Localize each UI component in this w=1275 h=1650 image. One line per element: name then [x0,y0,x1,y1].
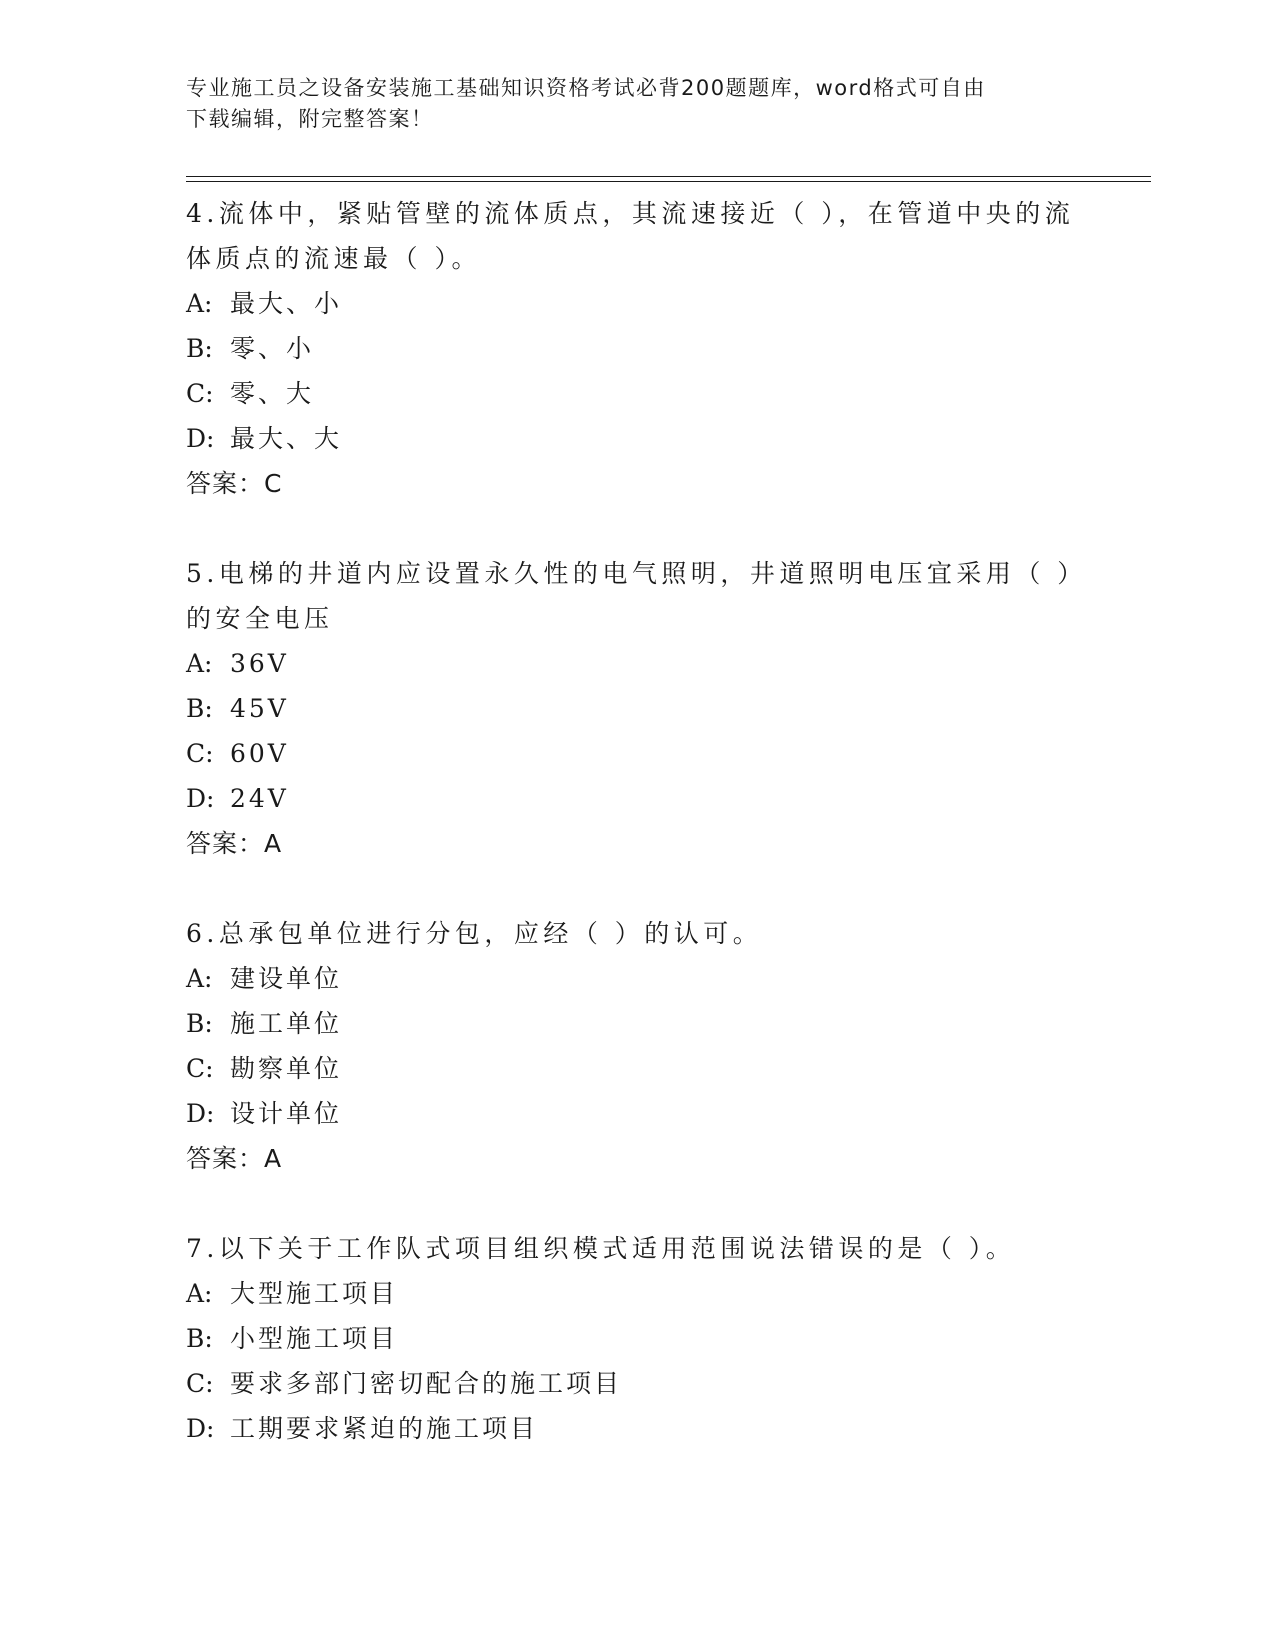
question-stem: 7.以下关于工作队式项目组织模式适用范围说法错误的是（ ）。 [186,1234,1016,1263]
question-6 [186,911,1086,1181]
question-stem: 4.流体中，紧贴管壁的流体质点，其流速接近（ ），在管道中央的流 [186,199,1075,228]
question-stem-continued: 的安全电压 [186,604,334,633]
question-spacer [186,866,1086,911]
option-d: D: 工期要求紧迫的施工项目 [186,1414,539,1443]
question-stem-continued: 体质点的流速最（ ）。 [186,244,481,273]
document-header [186,73,1066,135]
question-5 [186,551,1086,866]
option-c: C: 零、大 [186,379,315,408]
question-7 [186,1226,1086,1451]
answer-line: 答案：A [186,1144,283,1173]
option-c: C: 勘察单位 [186,1054,343,1083]
header-line-1: 专业施工员之设备安装施工基础知识资格考试必背200题题库，word格式可自由 [186,76,986,100]
question-4 [186,191,1086,506]
option-a: A: 最大、小 [186,289,343,318]
option-b: B: 施工单位 [186,1009,343,1038]
question-spacer [186,506,1086,551]
question-stem: 6.总承包单位进行分包，应经（ ）的认可。 [186,919,763,948]
option-b: B: 零、小 [186,334,315,363]
header-divider-top [186,176,1151,177]
option-b: B: 45V [186,694,289,723]
option-a: A: 建设单位 [186,964,343,993]
option-d: D: 最大、大 [186,424,343,453]
question-list [186,191,1086,1451]
question-spacer [186,1181,1086,1226]
header-divider-bottom [186,181,1151,182]
option-c: C: 60V [186,739,289,768]
option-c: C: 要求多部门密切配合的施工项目 [186,1369,623,1398]
option-b: B: 小型施工项目 [186,1324,399,1353]
option-a: A: 大型施工项目 [186,1279,399,1308]
answer-line: 答案：C [186,469,283,498]
answer-line: 答案：A [186,829,283,858]
question-stem: 5.电梯的井道内应设置永久性的电气照明，井道照明电压宜采用（ ） [186,559,1087,588]
option-d: D: 24V [186,784,289,813]
header-line-2: 下载编辑，附完整答案！ [186,107,434,131]
option-d: D: 设计单位 [186,1099,343,1128]
option-a: A: 36V [186,649,289,678]
